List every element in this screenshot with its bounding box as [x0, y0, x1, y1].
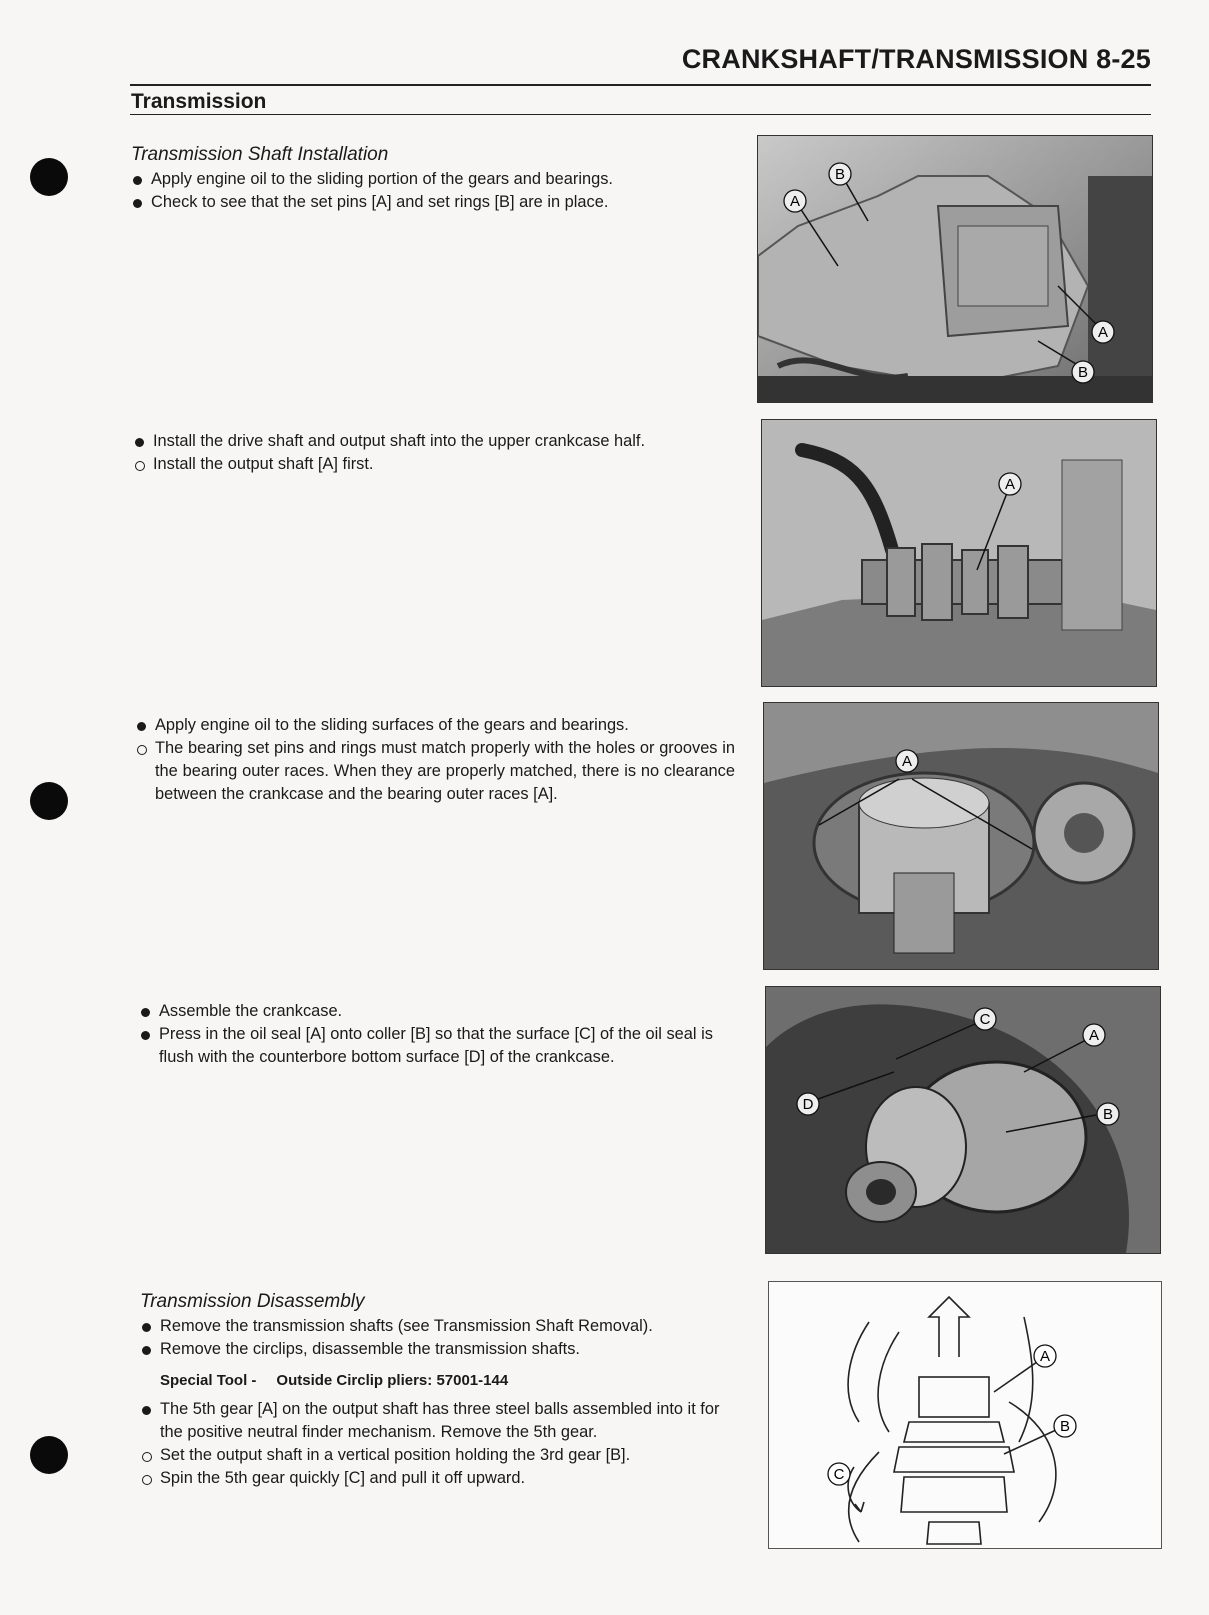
oil-seal-photo-drawing: [766, 987, 1160, 1253]
callout-label: [974, 1008, 996, 1030]
callout-label: [784, 190, 806, 212]
callout-label: [999, 473, 1021, 495]
binder-hole: [30, 158, 68, 196]
binder-hole: [30, 1436, 68, 1474]
list-item-text: Apply engine oil to the sliding surfaces of the gears and bearings.: [155, 716, 629, 734]
bullet-icon: [135, 438, 144, 447]
svg-text:D: D: [802, 1096, 814, 1113]
svg-text:A: A: [1039, 1348, 1051, 1365]
svg-text:C: C: [833, 1466, 845, 1483]
svg-text:A: A: [1088, 1027, 1100, 1044]
bearing-races-photo-drawing: [764, 703, 1158, 969]
binder-hole: [30, 782, 68, 820]
figure-crankcase-set-pins: [757, 135, 1153, 403]
svg-text:B: B: [834, 166, 846, 183]
crankcase-photo-drawing: [758, 136, 1152, 402]
installation-subtitle: Transmission Shaft Installation: [131, 144, 389, 165]
callout-label: [829, 163, 851, 185]
list-item-text: Assemble the crankcase.: [159, 1002, 343, 1020]
figure-fifth-gear-drawing: [768, 1281, 1162, 1549]
list-item: [139, 1023, 737, 1069]
list-item-text: Check to see that the set pins [A] and set rings [B] are in place.: [151, 193, 609, 211]
svg-text:B: B: [1059, 1418, 1071, 1435]
special-tool-value: Outside Circlip pliers: 57001-144: [276, 1372, 509, 1389]
svg-text:A: A: [1004, 476, 1016, 493]
list-item: [140, 1398, 740, 1444]
callout-label: [1034, 1345, 1056, 1367]
bullet-icon: [142, 1346, 151, 1355]
svg-text:A: A: [1097, 324, 1109, 341]
list-item-text: Press in the oil seal [A] onto coller [B] so that the surface [C] of the oil seal is flush with the counterbore bottom surface [D] of the crankcase.: [159, 1025, 713, 1066]
assemble-block: [139, 1000, 737, 1069]
svg-text:B: B: [1077, 364, 1089, 381]
list-item: [139, 1000, 737, 1023]
callout-label: [797, 1093, 819, 1115]
bullet-icon: [135, 461, 145, 471]
list-item-text: Install the output shaft [A] first.: [153, 455, 374, 473]
bullet-icon: [133, 199, 142, 208]
fifth-gear-line-drawing: [769, 1282, 1161, 1548]
list-item: [140, 1444, 740, 1467]
svg-text:A: A: [789, 193, 801, 210]
list-item: [131, 191, 741, 214]
bullet-icon: [137, 745, 147, 755]
callout-label: [896, 750, 918, 772]
figure-bearing-races: [763, 702, 1159, 970]
list-item: [135, 714, 735, 737]
list-item: [133, 453, 743, 476]
list-item-text: The 5th gear [A] on the output shaft has three steel balls assembled into it for the positive neutral finder mechanism. Remove the 5th gear.: [160, 1400, 720, 1441]
drive-shaft-block: [133, 430, 743, 476]
bullet-icon: [141, 1008, 150, 1017]
section-title: Transmission: [131, 90, 267, 113]
svg-text:B: B: [1102, 1106, 1114, 1123]
bullet-icon: [142, 1452, 152, 1462]
list-item: [140, 1315, 740, 1338]
disassembly-block: [140, 1290, 740, 1490]
figure-output-shaft: [761, 419, 1157, 687]
callout-label: [828, 1463, 850, 1485]
header-rule: [130, 84, 1151, 86]
bullet-icon: [141, 1031, 150, 1040]
bullet-icon: [142, 1475, 152, 1485]
list-item-text: Apply engine oil to the sliding portion of the gears and bearings.: [151, 170, 613, 188]
list-item: [140, 1467, 740, 1490]
callout-label: [1097, 1103, 1119, 1125]
disassembly-subtitle: Transmission Disassembly: [140, 1291, 365, 1312]
callout-label: [1054, 1415, 1076, 1437]
callout-label: [1072, 361, 1094, 383]
svg-text:C: C: [979, 1011, 991, 1028]
installation-block: [131, 143, 741, 214]
bullet-icon: [142, 1323, 151, 1332]
list-item-text: Spin the 5th gear quickly [C] and pull it off upward.: [160, 1469, 526, 1487]
chapter-header: CRANKSHAFT/TRANSMISSION 8-25: [681, 44, 1151, 74]
callout-label: [1092, 321, 1114, 343]
svg-text:A: A: [901, 753, 913, 770]
list-item: [133, 430, 743, 453]
list-item-text: Set the output shaft in a vertical position holding the 3rd gear [B].: [160, 1446, 631, 1464]
list-item: [135, 737, 735, 806]
list-item-text: The bearing set pins and rings must match properly with the holes or grooves in the bearing outer races. When they are properly matched, there is no clearance between the crankcase and the bearing outer races [A].: [155, 739, 735, 803]
list-item-text: Install the drive shaft and output shaft into the upper crankcase half.: [153, 432, 646, 450]
list-item-text: Remove the circlips, disassemble the transmission shafts.: [160, 1340, 580, 1358]
figure-oil-seal: [765, 986, 1161, 1254]
output-shaft-photo-drawing: [762, 420, 1156, 686]
section-rule: [130, 114, 1151, 115]
bullet-icon: [133, 176, 142, 185]
sliding-block: [135, 714, 735, 806]
list-item: [140, 1338, 740, 1361]
list-item: [131, 168, 741, 191]
callout-label: [1083, 1024, 1105, 1046]
bullet-icon: [137, 722, 146, 731]
list-item-text: Remove the transmission shafts (see Transmission Shaft Removal).: [160, 1317, 653, 1335]
special-tool-label: Special Tool -: [160, 1372, 257, 1389]
bullet-icon: [142, 1406, 151, 1415]
up-arrow-icon: [929, 1297, 969, 1357]
special-tool: [140, 1369, 740, 1392]
